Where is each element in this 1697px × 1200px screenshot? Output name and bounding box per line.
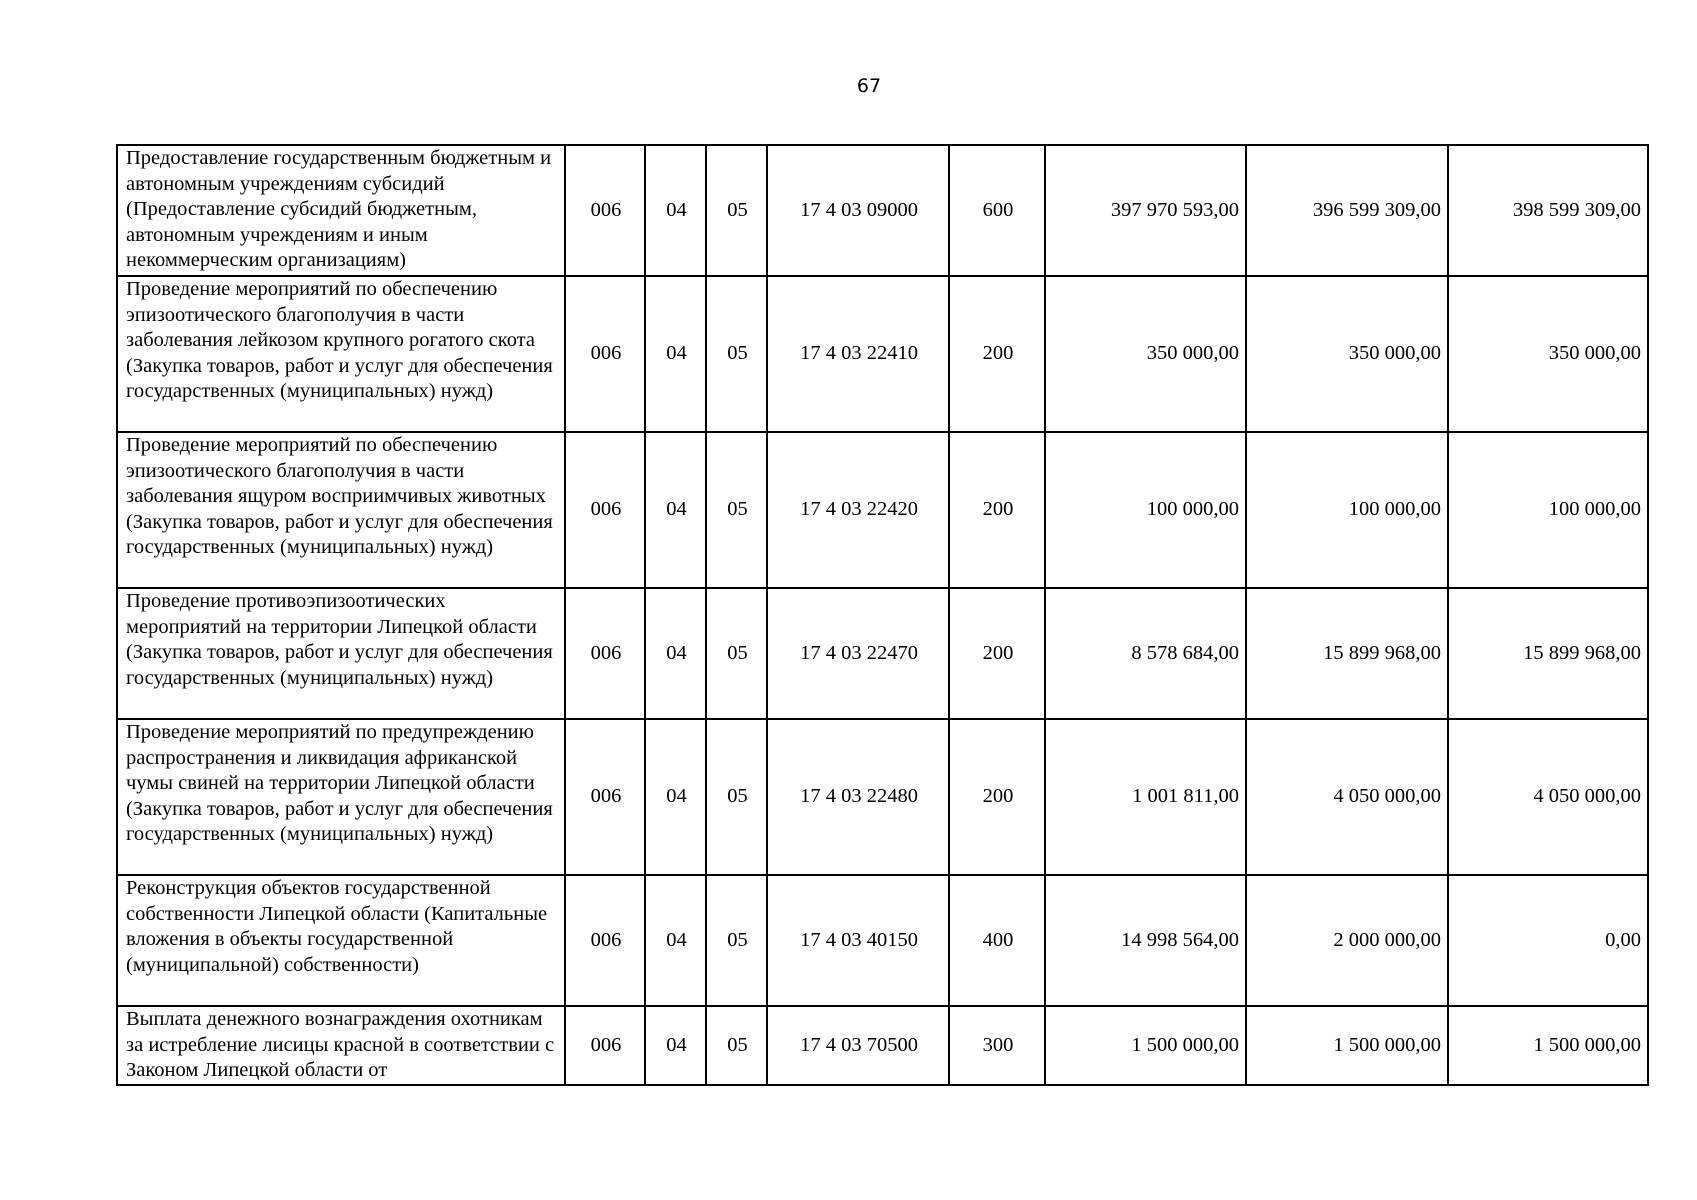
budget-table [116, 144, 1649, 1086]
amount-year-2: 1 500 000,00 [1246, 1006, 1448, 1085]
row-description: Реконструкция объектов государственной собственности Липецкой области (Капитальные вложения в объекты государственной (муниципальной) собственности) [117, 875, 565, 1006]
amount-year-1: 8 578 684,00 [1045, 588, 1246, 719]
target-article-code: 17 4 03 40150 [767, 875, 949, 1006]
amount-year-2: 2 000 000,00 [1246, 875, 1448, 1006]
row-description: Предоставление государственным бюджетным и автономным учреждениям субсидий (Предоставление субсидий бюджетным, автономным учреждениям и иным некоммерческим организациям) [117, 145, 565, 276]
target-article-code: 17 4 03 09000 [767, 145, 949, 276]
ministry-code: 006 [565, 719, 645, 875]
subsection-code: 05 [706, 1006, 767, 1085]
row-description: Проведение противоэпизоотических мероприятий на территории Липецкой области (Закупка товаров, работ и услуг для обеспечения государственных (муниципальных) нужд) [117, 588, 565, 719]
amount-year-1: 350 000,00 [1045, 276, 1246, 432]
amount-year-3: 15 899 968,00 [1448, 588, 1648, 719]
amount-year-1: 14 998 564,00 [1045, 875, 1246, 1006]
section-code: 04 [645, 588, 706, 719]
section-code: 04 [645, 875, 706, 1006]
target-article-code: 17 4 03 70500 [767, 1006, 949, 1085]
section-code: 04 [645, 719, 706, 875]
subsection-code: 05 [706, 276, 767, 432]
amount-year-2: 15 899 968,00 [1246, 588, 1448, 719]
amount-year-1: 1 001 811,00 [1045, 719, 1246, 875]
expense-type-code: 200 [949, 719, 1045, 875]
table-row [117, 588, 1648, 719]
amount-year-1: 397 970 593,00 [1045, 145, 1246, 276]
amount-year-1: 1 500 000,00 [1045, 1006, 1246, 1085]
expense-type-code: 200 [949, 432, 1045, 588]
row-description: Проведение мероприятий по обеспечению эпизоотического благополучия в части заболевания ящуром восприимчивых животных (Закупка товаров, работ и услуг для обеспечения государственных (муниципальных) нужд) [117, 432, 565, 588]
ministry-code: 006 [565, 875, 645, 1006]
amount-year-2: 396 599 309,00 [1246, 145, 1448, 276]
amount-year-3: 4 050 000,00 [1448, 719, 1648, 875]
expense-type-code: 200 [949, 588, 1045, 719]
subsection-code: 05 [706, 432, 767, 588]
amount-year-2: 4 050 000,00 [1246, 719, 1448, 875]
ministry-code: 006 [565, 1006, 645, 1085]
ministry-code: 006 [565, 432, 645, 588]
ministry-code: 006 [565, 588, 645, 719]
amount-year-2: 100 000,00 [1246, 432, 1448, 588]
table-row [117, 875, 1648, 1006]
section-code: 04 [645, 432, 706, 588]
subsection-code: 05 [706, 719, 767, 875]
subsection-code: 05 [706, 145, 767, 276]
expense-type-code: 400 [949, 875, 1045, 1006]
target-article-code: 17 4 03 22480 [767, 719, 949, 875]
table-row [117, 719, 1648, 875]
row-description: Выплата денежного вознаграждения охотникам за истребление лисицы красной в соответствии с Законом Липецкой области от [117, 1006, 565, 1085]
target-article-code: 17 4 03 22410 [767, 276, 949, 432]
subsection-code: 05 [706, 588, 767, 719]
amount-year-1: 100 000,00 [1045, 432, 1246, 588]
row-description: Проведение мероприятий по предупреждению распространения и ликвидация африканской чумы свиней на территории Липецкой области (Закупка товаров, работ и услуг для обеспечения государственных (муниципальных) нужд) [117, 719, 565, 875]
amount-year-3: 0,00 [1448, 875, 1648, 1006]
section-code: 04 [645, 1006, 706, 1085]
section-code: 04 [645, 145, 706, 276]
row-description: Проведение мероприятий по обеспечению эпизоотического благополучия в части заболевания лейкозом крупного рогатого скота (Закупка товаров, работ и услуг для обеспечения государственных (муниципальных) нужд) [117, 276, 565, 432]
table-row [117, 145, 1648, 276]
target-article-code: 17 4 03 22470 [767, 588, 949, 719]
ministry-code: 006 [565, 276, 645, 432]
page-number: 67 [856, 75, 882, 97]
amount-year-3: 350 000,00 [1448, 276, 1648, 432]
amount-year-3: 100 000,00 [1448, 432, 1648, 588]
ministry-code: 006 [565, 145, 645, 276]
amount-year-3: 398 599 309,00 [1448, 145, 1648, 276]
subsection-code: 05 [706, 875, 767, 1006]
expense-type-code: 600 [949, 145, 1045, 276]
target-article-code: 17 4 03 22420 [767, 432, 949, 588]
expense-type-code: 300 [949, 1006, 1045, 1085]
section-code: 04 [645, 276, 706, 432]
amount-year-2: 350 000,00 [1246, 276, 1448, 432]
table-row [117, 432, 1648, 588]
amount-year-3: 1 500 000,00 [1448, 1006, 1648, 1085]
table-row [117, 1006, 1648, 1085]
expense-type-code: 200 [949, 276, 1045, 432]
table-row [117, 276, 1648, 432]
